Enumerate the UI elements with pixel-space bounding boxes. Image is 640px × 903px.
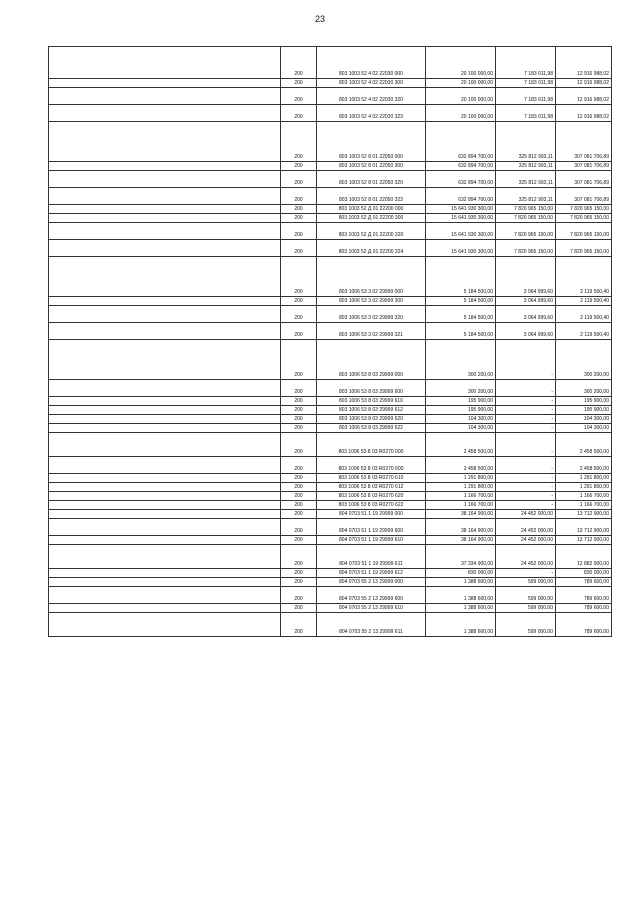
- cell-c2: 200: [281, 424, 317, 433]
- cell-c5: 599 000,00: [496, 578, 556, 587]
- budget-table: [48, 46, 612, 637]
- cell-c6: 307 081 706,89: [556, 122, 612, 162]
- cell-c6: 13 712 900,00: [556, 536, 612, 545]
- cell-c4: 1 388 600,00: [426, 604, 496, 613]
- table-row: [49, 79, 612, 88]
- cell-c4: 632 894 700,00: [426, 122, 496, 162]
- cell-c1: [49, 214, 281, 223]
- cell-c5: -: [496, 569, 556, 578]
- table-row: [49, 510, 612, 519]
- cell-c3: 803 1006 53 8 03 29999 622: [317, 424, 426, 433]
- cell-c5: 3 064 999,60: [496, 257, 556, 297]
- cell-c4: 632 894 700,00: [426, 171, 496, 188]
- cell-c1: [49, 171, 281, 188]
- cell-c6: 2 119 500,40: [556, 257, 612, 297]
- cell-c3: 803 1006 53 3 02 29999 321: [317, 323, 426, 340]
- cell-c5: -: [496, 424, 556, 433]
- cell-c5: 599 000,00: [496, 613, 556, 637]
- cell-c6: 307 081 706,89: [556, 171, 612, 188]
- table-row: [49, 88, 612, 105]
- cell-c2: 200: [281, 88, 317, 105]
- cell-c4: 2 458 500,00: [426, 433, 496, 457]
- cell-c6: 12 916 988,02: [556, 79, 612, 88]
- cell-c2: 200: [281, 545, 317, 569]
- cell-c6: 2 119 500,40: [556, 323, 612, 340]
- cell-c2: 200: [281, 587, 317, 604]
- cell-c4: 1 166 700,00: [426, 492, 496, 501]
- cell-c6: 2 119 500,40: [556, 306, 612, 323]
- cell-c2: 200: [281, 257, 317, 297]
- cell-c2: 200: [281, 536, 317, 545]
- cell-c1: [49, 162, 281, 171]
- cell-c4: 20 100 000,00: [426, 79, 496, 88]
- cell-c4: 1 388 600,00: [426, 578, 496, 587]
- cell-c2: 200: [281, 604, 317, 613]
- cell-c1: [49, 457, 281, 474]
- table-row: [49, 162, 612, 171]
- cell-c2: 200: [281, 569, 317, 578]
- cell-c2: 200: [281, 483, 317, 492]
- table-row: [49, 122, 612, 162]
- table-row: [49, 306, 612, 323]
- cell-c5: -: [496, 415, 556, 424]
- table-row: [49, 569, 612, 578]
- cell-c4: 632 894 700,00: [426, 188, 496, 205]
- table-row: [49, 297, 612, 306]
- cell-c2: 200: [281, 457, 317, 474]
- table-row: [49, 380, 612, 397]
- cell-c3: 803 1003 52 8 01 22050 320: [317, 171, 426, 188]
- table-row: [49, 519, 612, 536]
- cell-c3: 803 1003 52 8 01 22050 323: [317, 188, 426, 205]
- table-row: [49, 578, 612, 587]
- cell-c3: 804 0703 51 1 19 29999 610: [317, 536, 426, 545]
- cell-c3: 803 1006 53 8 03 R0270 000: [317, 433, 426, 457]
- cell-c4: 15 641 930 300,00: [426, 240, 496, 257]
- table-row: [49, 406, 612, 415]
- cell-c5: -: [496, 433, 556, 457]
- table-row: [49, 474, 612, 483]
- cell-c5: 325 812 993,11: [496, 122, 556, 162]
- cell-c6: 7 820 965 150,00: [556, 223, 612, 240]
- cell-c5: 7 820 965 150,00: [496, 223, 556, 240]
- cell-c4: 195 900,00: [426, 397, 496, 406]
- cell-c4: 5 184 500,00: [426, 323, 496, 340]
- cell-c2: 200: [281, 397, 317, 406]
- cell-c5: -: [496, 457, 556, 474]
- cell-c3: 803 1006 53 8 03 R0270 622: [317, 501, 426, 510]
- cell-c1: [49, 587, 281, 604]
- cell-c6: 300 200,00: [556, 380, 612, 397]
- table-row: [49, 323, 612, 340]
- cell-c2: 200: [281, 415, 317, 424]
- cell-c3: 804 0703 55 2 13 29999 611: [317, 613, 426, 637]
- cell-c4: 20 100 000,00: [426, 88, 496, 105]
- cell-c1: [49, 397, 281, 406]
- cell-c3: 803 1006 53 8 03 R0270 612: [317, 483, 426, 492]
- cell-c3: 803 1006 53 8 03 R0270 620: [317, 492, 426, 501]
- cell-c5: 325 812 993,11: [496, 162, 556, 171]
- cell-c1: [49, 474, 281, 483]
- cell-c4: 20 100 000,00: [426, 105, 496, 122]
- cell-c5: 599 000,00: [496, 587, 556, 604]
- cell-c6: 789 600,00: [556, 604, 612, 613]
- cell-c1: [49, 569, 281, 578]
- cell-c2: 200: [281, 240, 317, 257]
- cell-c4: 195 900,00: [426, 406, 496, 415]
- cell-c3: 803 1003 52 4 02 22030 320: [317, 88, 426, 105]
- cell-c4: 1 166 700,00: [426, 501, 496, 510]
- cell-c5: 3 064 999,60: [496, 306, 556, 323]
- cell-c1: [49, 492, 281, 501]
- table-row: [49, 433, 612, 457]
- cell-c5: -: [496, 501, 556, 510]
- cell-c3: 803 1003 52 Д 01 22200 300: [317, 214, 426, 223]
- cell-c5: 3 064 999,60: [496, 297, 556, 306]
- cell-c5: 24 452 000,00: [496, 536, 556, 545]
- cell-c6: 12 916 988,02: [556, 47, 612, 79]
- cell-c3: 803 1006 53 8 03 R0270 600: [317, 457, 426, 474]
- cell-c5: 7 820 965 150,00: [496, 214, 556, 223]
- cell-c3: 803 1006 53 8 03 29999 612: [317, 406, 426, 415]
- cell-c4: 1 388 600,00: [426, 613, 496, 637]
- cell-c1: [49, 223, 281, 240]
- cell-c5: 24 452 000,00: [496, 545, 556, 569]
- cell-c1: [49, 380, 281, 397]
- cell-c5: 7 183 011,98: [496, 105, 556, 122]
- table-row: [49, 223, 612, 240]
- cell-c2: 200: [281, 105, 317, 122]
- table-row: [49, 483, 612, 492]
- cell-c4: 5 184 500,00: [426, 257, 496, 297]
- cell-c1: [49, 297, 281, 306]
- cell-c5: 599 000,00: [496, 604, 556, 613]
- table-row: [49, 536, 612, 545]
- table-row: [49, 457, 612, 474]
- cell-c3: 803 1003 52 4 02 22030 323: [317, 105, 426, 122]
- table-row: [49, 240, 612, 257]
- table-row: [49, 492, 612, 501]
- table-row: [49, 205, 612, 214]
- cell-c3: 803 1003 52 8 01 22050 000: [317, 122, 426, 162]
- cell-c4: 1 291 800,00: [426, 483, 496, 492]
- cell-c1: [49, 306, 281, 323]
- cell-c2: 200: [281, 79, 317, 88]
- table-row: [49, 501, 612, 510]
- table-row: [49, 613, 612, 637]
- cell-c5: -: [496, 406, 556, 415]
- cell-c6: 104 300,00: [556, 424, 612, 433]
- cell-c5: 24 452 000,00: [496, 519, 556, 536]
- cell-c6: 12 916 988,02: [556, 105, 612, 122]
- cell-c6: 104 300,00: [556, 415, 612, 424]
- cell-c5: 7 183 011,98: [496, 88, 556, 105]
- cell-c3: 804 0703 51 1 19 29999 612: [317, 569, 426, 578]
- cell-c5: 7 820 965 150,00: [496, 240, 556, 257]
- cell-c3: 804 0703 51 1 19 29999 600: [317, 519, 426, 536]
- cell-c2: 200: [281, 122, 317, 162]
- cell-c6: 1 166 700,00: [556, 501, 612, 510]
- cell-c2: 200: [281, 306, 317, 323]
- cell-c4: 15 641 930 300,00: [426, 205, 496, 214]
- cell-c5: 7 820 965 150,00: [496, 205, 556, 214]
- table-row: [49, 424, 612, 433]
- cell-c6: 7 820 965 150,00: [556, 214, 612, 223]
- cell-c6: 13 712 900,00: [556, 510, 612, 519]
- cell-c5: -: [496, 483, 556, 492]
- cell-c6: 307 081 706,89: [556, 162, 612, 171]
- table-row: [49, 340, 612, 380]
- cell-c3: 803 1003 52 Д 01 22200 324: [317, 240, 426, 257]
- table-row: [49, 105, 612, 122]
- table-row: [49, 171, 612, 188]
- cell-c6: 307 081 706,89: [556, 188, 612, 205]
- cell-c1: [49, 79, 281, 88]
- cell-c2: 200: [281, 492, 317, 501]
- cell-c2: 200: [281, 406, 317, 415]
- cell-c6: 830 000,00: [556, 569, 612, 578]
- cell-c1: [49, 433, 281, 457]
- cell-c1: [49, 323, 281, 340]
- cell-c3: 803 1006 53 3 02 29999 320: [317, 306, 426, 323]
- cell-c1: [49, 510, 281, 519]
- cell-c6: 12 882 900,00: [556, 545, 612, 569]
- cell-c2: 200: [281, 380, 317, 397]
- cell-c1: [49, 501, 281, 510]
- cell-c2: 200: [281, 162, 317, 171]
- cell-c3: 803 1003 52 Д 01 22200 000: [317, 205, 426, 214]
- cell-c4: 20 100 000,00: [426, 47, 496, 79]
- page-number: 23: [314, 14, 325, 24]
- cell-c1: [49, 205, 281, 214]
- cell-c3: 803 1003 52 4 02 22030 300: [317, 79, 426, 88]
- cell-c3: 804 0703 55 2 13 29999 610: [317, 604, 426, 613]
- cell-c2: 200: [281, 297, 317, 306]
- cell-c1: [49, 613, 281, 637]
- cell-c1: [49, 578, 281, 587]
- cell-c3: 803 1006 53 8 03 29999 600: [317, 380, 426, 397]
- cell-c1: [49, 257, 281, 297]
- cell-c6: 789 600,00: [556, 587, 612, 604]
- cell-c3: 804 0703 51 1 19 29999 000: [317, 510, 426, 519]
- cell-c5: -: [496, 380, 556, 397]
- cell-c2: 200: [281, 214, 317, 223]
- cell-c2: 200: [281, 171, 317, 188]
- table-row: [49, 47, 612, 79]
- cell-c1: [49, 415, 281, 424]
- cell-c4: 15 641 930 300,00: [426, 223, 496, 240]
- cell-c6: 2 458 500,00: [556, 457, 612, 474]
- cell-c1: [49, 406, 281, 415]
- cell-c2: 200: [281, 340, 317, 380]
- cell-c4: 104 300,00: [426, 424, 496, 433]
- cell-c1: [49, 519, 281, 536]
- cell-c5: 7 183 011,98: [496, 79, 556, 88]
- table-row: [49, 587, 612, 604]
- cell-c6: 13 712 900,00: [556, 519, 612, 536]
- cell-c2: 200: [281, 501, 317, 510]
- cell-c1: [49, 536, 281, 545]
- cell-c4: 2 458 500,00: [426, 457, 496, 474]
- cell-c5: -: [496, 474, 556, 483]
- cell-c4: 38 164 900,00: [426, 536, 496, 545]
- cell-c1: [49, 545, 281, 569]
- cell-c1: [49, 47, 281, 79]
- cell-c6: 789 600,00: [556, 578, 612, 587]
- cell-c1: [49, 340, 281, 380]
- cell-c2: 200: [281, 188, 317, 205]
- cell-c4: 300 200,00: [426, 340, 496, 380]
- cell-c2: 200: [281, 613, 317, 637]
- cell-c6: 7 820 965 150,00: [556, 240, 612, 257]
- cell-c2: 200: [281, 433, 317, 457]
- cell-c4: 1 388 600,00: [426, 587, 496, 604]
- cell-c1: [49, 483, 281, 492]
- cell-c3: 803 1006 53 8 03 R0270 610: [317, 474, 426, 483]
- cell-c6: 2 119 500,40: [556, 297, 612, 306]
- cell-c2: 200: [281, 578, 317, 587]
- table-row: [49, 188, 612, 205]
- cell-c6: 12 916 988,02: [556, 88, 612, 105]
- cell-c4: 37 334 900,00: [426, 545, 496, 569]
- cell-c6: 300 200,00: [556, 340, 612, 380]
- cell-c1: [49, 604, 281, 613]
- cell-c4: 15 641 930 300,00: [426, 214, 496, 223]
- cell-c5: 3 064 999,60: [496, 323, 556, 340]
- cell-c1: [49, 188, 281, 205]
- cell-c2: 200: [281, 323, 317, 340]
- table-row: [49, 604, 612, 613]
- cell-c6: 7 820 965 150,00: [556, 205, 612, 214]
- cell-c5: 7 183 011,98: [496, 47, 556, 79]
- cell-c5: 24 452 000,00: [496, 510, 556, 519]
- cell-c3: 803 1006 53 3 02 29999 300: [317, 297, 426, 306]
- cell-c5: 325 812 993,11: [496, 188, 556, 205]
- cell-c2: 200: [281, 47, 317, 79]
- cell-c6: 2 458 500,00: [556, 433, 612, 457]
- cell-c2: 200: [281, 205, 317, 214]
- cell-c6: 195 900,00: [556, 397, 612, 406]
- cell-c6: 1 166 700,00: [556, 492, 612, 501]
- cell-c6: 789 600,00: [556, 613, 612, 637]
- cell-c1: [49, 240, 281, 257]
- cell-c6: 195 900,00: [556, 406, 612, 415]
- cell-c4: 5 184 500,00: [426, 306, 496, 323]
- cell-c2: 200: [281, 510, 317, 519]
- cell-c4: 38 164 900,00: [426, 519, 496, 536]
- cell-c6: 1 291 800,00: [556, 474, 612, 483]
- cell-c3: 804 0703 55 2 13 29999 000: [317, 578, 426, 587]
- cell-c3: 803 1006 53 3 02 29999 000: [317, 257, 426, 297]
- cell-c2: 200: [281, 474, 317, 483]
- cell-c5: 325 812 993,11: [496, 171, 556, 188]
- cell-c2: 200: [281, 223, 317, 240]
- cell-c4: 104 300,00: [426, 415, 496, 424]
- table-row: [49, 545, 612, 569]
- cell-c3: 803 1003 52 Д 01 22200 320: [317, 223, 426, 240]
- cell-c3: 804 0703 55 2 13 29999 600: [317, 587, 426, 604]
- cell-c4: 5 184 500,00: [426, 297, 496, 306]
- cell-c3: 803 1006 53 8 03 29999 000: [317, 340, 426, 380]
- cell-c4: 38 164 900,00: [426, 510, 496, 519]
- cell-c5: -: [496, 340, 556, 380]
- cell-c5: -: [496, 397, 556, 406]
- cell-c1: [49, 122, 281, 162]
- cell-c1: [49, 88, 281, 105]
- cell-c3: 803 1003 52 4 02 22030 000: [317, 47, 426, 79]
- cell-c3: 803 1003 52 8 01 22050 300: [317, 162, 426, 171]
- cell-c3: 804 0703 51 1 19 29999 611: [317, 545, 426, 569]
- cell-c6: 1 291 800,00: [556, 483, 612, 492]
- cell-c3: 803 1006 53 8 03 29999 610: [317, 397, 426, 406]
- table-row: [49, 214, 612, 223]
- table-row: [49, 257, 612, 297]
- cell-c3: 803 1006 53 8 03 29999 620: [317, 415, 426, 424]
- cell-c5: -: [496, 492, 556, 501]
- cell-c4: 830 000,00: [426, 569, 496, 578]
- table-row: [49, 397, 612, 406]
- cell-c4: 300 200,00: [426, 380, 496, 397]
- cell-c1: [49, 105, 281, 122]
- table-row: [49, 415, 612, 424]
- cell-c2: 200: [281, 519, 317, 536]
- cell-c4: 1 291 800,00: [426, 474, 496, 483]
- cell-c1: [49, 424, 281, 433]
- cell-c4: 632 894 700,00: [426, 162, 496, 171]
